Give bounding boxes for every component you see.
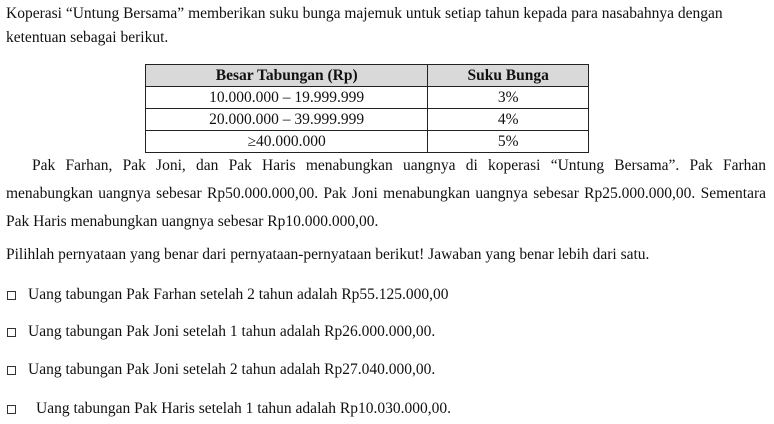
interest-rate-cell: 5% bbox=[428, 131, 589, 153]
checkbox[interactable] bbox=[7, 328, 16, 337]
answer-option-3[interactable] bbox=[6, 358, 435, 382]
header-savings-amount: Besar Tabungan (Rp) bbox=[146, 65, 428, 87]
story-paragraph: Pak Farhan, Pak Joni, dan Pak Haris menabungkan uangnya di koperasi “Untung Bersama”. Pak Farhan menabungkan uangnya sebesar Rp50.000.000,00. Pak Joni menabungkan uangnya sebesar Rp25.000.000,00. Sementara Pak Haris menabungkan uangnya sebesar Rp10.000.000,00. bbox=[6, 157, 766, 230]
option-label: Uang tabungan Pak Joni setelah 2 tahun adalah Rp27.040.000,00. bbox=[28, 361, 436, 378]
intro-text: Koperasi “Untung Bersama” memberikan suku bunga majemuk untuk setiap tahun kepada para nasabahnya dengan ketentuan sebagai berikut. bbox=[6, 5, 723, 46]
answer-option-2[interactable] bbox=[6, 320, 435, 344]
answer-option-4[interactable] bbox=[6, 397, 451, 421]
interest-rate-cell: 4% bbox=[428, 109, 589, 131]
savings-range-cell: ≥40.000.000 bbox=[146, 131, 428, 153]
checkbox[interactable] bbox=[7, 366, 16, 375]
interest-rate-table bbox=[145, 64, 589, 153]
table-row bbox=[146, 87, 589, 109]
savings-range-cell: 20.000.000 – 39.999.999 bbox=[146, 109, 428, 131]
answer-option-1[interactable] bbox=[6, 283, 449, 307]
option-label: Uang tabungan Pak Joni setelah 1 tahun adalah Rp26.000.000,00. bbox=[28, 323, 436, 340]
checkbox[interactable] bbox=[7, 291, 16, 300]
table-header-row bbox=[146, 65, 589, 87]
header-interest-rate: Suku Bunga bbox=[428, 65, 589, 87]
table-row bbox=[146, 131, 589, 153]
checkbox[interactable] bbox=[7, 405, 16, 414]
question-text: Pilihlah pernyataan yang benar dari pernyataan-pernyataan berikut! Jawaban yang benar lebih dari satu. bbox=[6, 246, 650, 263]
table-row bbox=[146, 109, 589, 131]
interest-rate-cell: 3% bbox=[428, 87, 589, 109]
savings-range-cell: 10.000.000 – 19.999.999 bbox=[146, 87, 428, 109]
option-label: Uang tabungan Pak Farhan setelah 2 tahun adalah Rp55.125.000,00 bbox=[28, 286, 449, 303]
option-label: Uang tabungan Pak Haris setelah 1 tahun adalah Rp10.030.000,00. bbox=[36, 400, 451, 417]
